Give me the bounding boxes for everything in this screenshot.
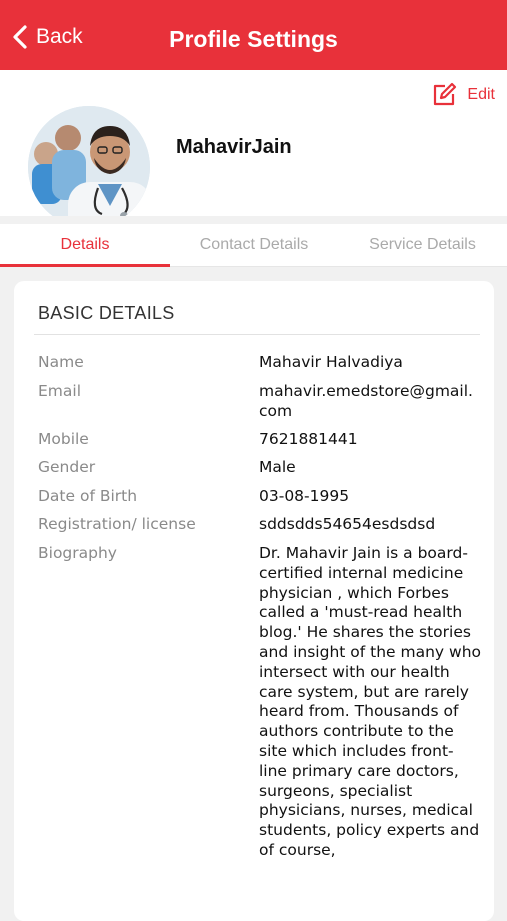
basic-details-card (14, 281, 494, 921)
profile-summary (0, 70, 507, 216)
divider (34, 334, 480, 335)
field-label: Gender (38, 458, 96, 476)
field-label: Name (38, 353, 84, 371)
edit-icon (431, 82, 457, 108)
field-value: 7621881441 (259, 430, 358, 448)
field-value: 03-08-1995 (259, 487, 350, 505)
page-title: Profile Settings (169, 26, 338, 52)
field-label: Mobile (38, 430, 89, 448)
profile-name: MahavirJain (176, 136, 292, 158)
field-value: mahavir.emedstore@gmail.com (259, 382, 473, 420)
edit-button[interactable] (431, 82, 495, 108)
field-value: Male (259, 458, 296, 476)
tab-details[interactable] (0, 224, 170, 266)
tab-label: Contact Details (199, 236, 309, 253)
field-label: Email (38, 382, 82, 400)
tab-label: Details (60, 236, 110, 253)
app-header (0, 0, 507, 70)
tab-contact-details[interactable] (170, 224, 338, 266)
field-value: sddsdds54654esdsdsd (259, 515, 436, 533)
avatar (28, 106, 150, 216)
tab-service-details[interactable] (338, 224, 507, 266)
field-label: Registration/ license (38, 515, 196, 533)
tab-label: Service Details (369, 236, 476, 253)
field-label: Date of Birth (38, 487, 138, 505)
field-value: Dr. Mahavir Jain is a board-certified internal medicine physician , which Forbes called a 'must-read health blog.' He shares the stories and insight of the many who intersect with our health care system, but are rarely heard from. Thousands of authors contribute to the site which includes front-line primary care doctors, surgeons, specialist physicians, nurses, medical students, policy experts and of course, (259, 544, 482, 859)
field-label: Biography (38, 544, 117, 562)
active-tab-indicator (0, 264, 170, 267)
tab-bar (0, 224, 507, 267)
section-title: BASIC DETAILS (38, 303, 175, 323)
back-label: Back (36, 25, 83, 48)
field-value: Mahavir Halvadiya (259, 353, 403, 371)
edit-label: Edit (467, 86, 495, 103)
